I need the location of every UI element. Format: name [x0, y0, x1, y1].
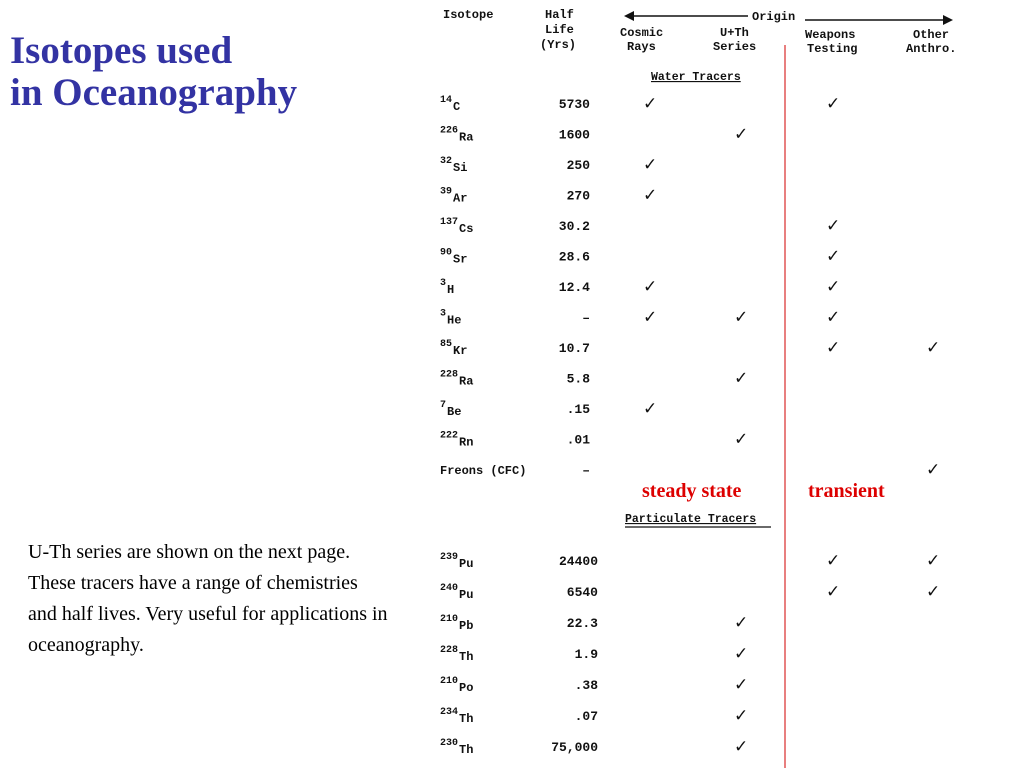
origin-arrowhead-right	[943, 15, 953, 25]
mass-number: 85	[440, 339, 453, 350]
element-symbol: Kr	[453, 344, 468, 358]
mass-number: 137	[440, 217, 459, 228]
check-icon-other: ✓	[926, 582, 941, 602]
particulate-row	[440, 644, 748, 664]
element-symbol: He	[447, 313, 462, 328]
half-life-value: 75,000	[551, 740, 598, 755]
header-other-1: Other	[913, 28, 950, 42]
particulate-row	[440, 675, 748, 695]
section-water-tracers: Water Tracers	[651, 71, 741, 84]
header-halflife-2: Life	[545, 23, 574, 37]
particulate-row	[440, 613, 748, 633]
element-symbol: C	[453, 100, 461, 114]
check-icon-other: ✓	[926, 338, 941, 358]
half-life-value: 12.4	[558, 280, 590, 295]
check-icon-cosmic: ✓	[643, 94, 658, 114]
element-symbol: Pb	[459, 619, 474, 633]
element-symbol: Po	[459, 681, 474, 695]
half-life-value: –	[582, 463, 590, 478]
mass-number: 3	[440, 278, 447, 289]
header-cosmic-1: Cosmic	[620, 26, 664, 40]
element-symbol: Be	[447, 405, 462, 419]
check-icon-weapons: ✓	[826, 246, 841, 267]
water-row	[440, 308, 840, 328]
half-life-value: 1600	[558, 127, 590, 143]
half-life-value: –	[582, 310, 590, 326]
particulate-row	[440, 582, 940, 602]
header-weapons-2: Testing	[807, 42, 858, 56]
check-icon-cosmic: ✓	[643, 185, 658, 206]
header-cosmic-2: Rays	[627, 40, 656, 54]
water-row	[440, 125, 748, 145]
mass-number: 3	[440, 308, 447, 320]
check-icon-weapons: ✓	[826, 582, 841, 602]
mass-number: 90	[440, 247, 453, 259]
title-line-2: in Oceanography	[10, 71, 298, 114]
element-symbol: Si	[453, 161, 468, 175]
mass-number: 210	[440, 676, 459, 687]
transient-label: transient	[808, 480, 885, 502]
check-icon-weapons: ✓	[826, 277, 841, 297]
check-icon-weapons: ✓	[826, 216, 841, 236]
check-icon-cosmic: ✓	[643, 307, 658, 328]
element-symbol: Ra	[459, 130, 474, 145]
element-symbol: Ar	[453, 191, 468, 206]
mass-number: 228	[440, 369, 459, 381]
half-life-value: 250	[566, 158, 590, 173]
check-icon-weapons: ✓	[826, 307, 841, 328]
half-life-value: 270	[566, 188, 590, 204]
check-icon-cosmic: ✓	[643, 399, 658, 419]
header-origin: Origin	[752, 10, 796, 24]
half-life-value: 5730	[558, 97, 590, 112]
element-symbol: Th	[459, 712, 474, 726]
element-symbol: Th	[459, 650, 474, 664]
half-life-value: 22.3	[566, 616, 598, 631]
element-symbol: Cs	[459, 222, 474, 236]
mass-number: 234	[440, 707, 459, 718]
half-life-value: 1.9	[574, 647, 598, 662]
water-row	[440, 94, 840, 114]
water-row	[440, 399, 657, 419]
mass-number: 230	[440, 738, 459, 749]
water-row	[440, 216, 840, 236]
header-isotope: Isotope	[443, 8, 494, 22]
mass-number: 239	[440, 552, 459, 563]
mass-number: 240	[440, 583, 459, 594]
header-halflife-3: (Yrs)	[540, 38, 577, 52]
half-life-value: 10.7	[558, 341, 590, 356]
check-icon-uth: ✓	[734, 675, 749, 695]
water-row	[440, 186, 657, 206]
water-row	[440, 369, 748, 389]
element-symbol: Th	[459, 743, 474, 757]
check-icon-uth: ✓	[734, 706, 749, 726]
mass-number: 14	[440, 95, 453, 106]
check-icon-cosmic: ✓	[643, 155, 658, 175]
header-halflife-1: Half	[545, 8, 574, 22]
check-icon-weapons: ✓	[826, 94, 841, 114]
check-icon-other: ✓	[926, 551, 941, 571]
mass-number: 39	[440, 186, 453, 198]
particulate-row	[440, 706, 748, 726]
half-life-value: 24400	[558, 554, 598, 569]
check-icon-weapons: ✓	[826, 338, 841, 358]
check-icon-uth: ✓	[734, 307, 749, 328]
element-symbol: H	[447, 283, 455, 297]
water-row	[440, 247, 840, 267]
half-life-value: 28.6	[558, 249, 590, 265]
particulate-row	[440, 551, 940, 571]
check-icon-uth: ✓	[734, 613, 749, 633]
half-life-value: .01	[566, 432, 590, 448]
header-uth-1: U+Th	[720, 26, 749, 40]
check-icon-cosmic: ✓	[643, 277, 658, 297]
mass-number: 7	[440, 400, 447, 411]
particulate-row	[440, 737, 748, 757]
header-uth-2: Series	[713, 40, 757, 54]
half-life-value: 5.8	[566, 371, 590, 387]
check-icon-uth: ✓	[734, 644, 749, 664]
half-life-value: .15	[566, 402, 590, 417]
header-other-2: Anthro.	[906, 42, 957, 56]
water-row	[440, 155, 657, 175]
check-icon-uth: ✓	[734, 737, 749, 757]
water-row	[440, 430, 748, 450]
title-line-1: Isotopes used	[10, 29, 233, 72]
element-symbol: Freons (CFC)	[440, 464, 527, 478]
element-symbol: Ra	[459, 374, 474, 389]
element-symbol: Sr	[453, 252, 468, 267]
section-particulate-tracers: Particulate Tracers	[625, 513, 757, 526]
header-weapons-1: Weapons	[805, 28, 856, 42]
steady-state-label: steady state	[642, 480, 742, 502]
water-row	[440, 338, 940, 358]
half-life-value: 30.2	[558, 219, 590, 234]
check-icon-uth: ✓	[734, 368, 749, 389]
half-life-value: .07	[574, 709, 598, 724]
mass-number: 32	[440, 156, 453, 167]
water-row	[440, 277, 840, 297]
element-symbol: Pu	[459, 557, 474, 571]
element-symbol: Rn	[459, 435, 474, 450]
water-tracer-rows	[440, 94, 940, 480]
element-symbol: Pu	[459, 588, 474, 602]
mass-number: 226	[440, 125, 459, 137]
mass-number: 210	[440, 614, 459, 625]
body-paragraph: U-Th series are shown on the next page. These tracers have a range of chemistries and half lives. Very useful for applications in oceanography.	[28, 541, 388, 656]
mass-number: 228	[440, 645, 459, 656]
check-icon-weapons: ✓	[826, 551, 841, 571]
table-header	[443, 8, 956, 56]
check-icon-other: ✓	[926, 460, 941, 480]
half-life-value: .38	[574, 678, 598, 693]
particulate-tracer-rows	[440, 551, 940, 757]
water-row	[440, 460, 940, 480]
origin-arrowhead-left	[624, 11, 634, 21]
half-life-value: 6540	[566, 585, 598, 600]
check-icon-uth: ✓	[734, 429, 749, 450]
mass-number: 222	[440, 430, 459, 442]
check-icon-uth: ✓	[734, 124, 749, 145]
